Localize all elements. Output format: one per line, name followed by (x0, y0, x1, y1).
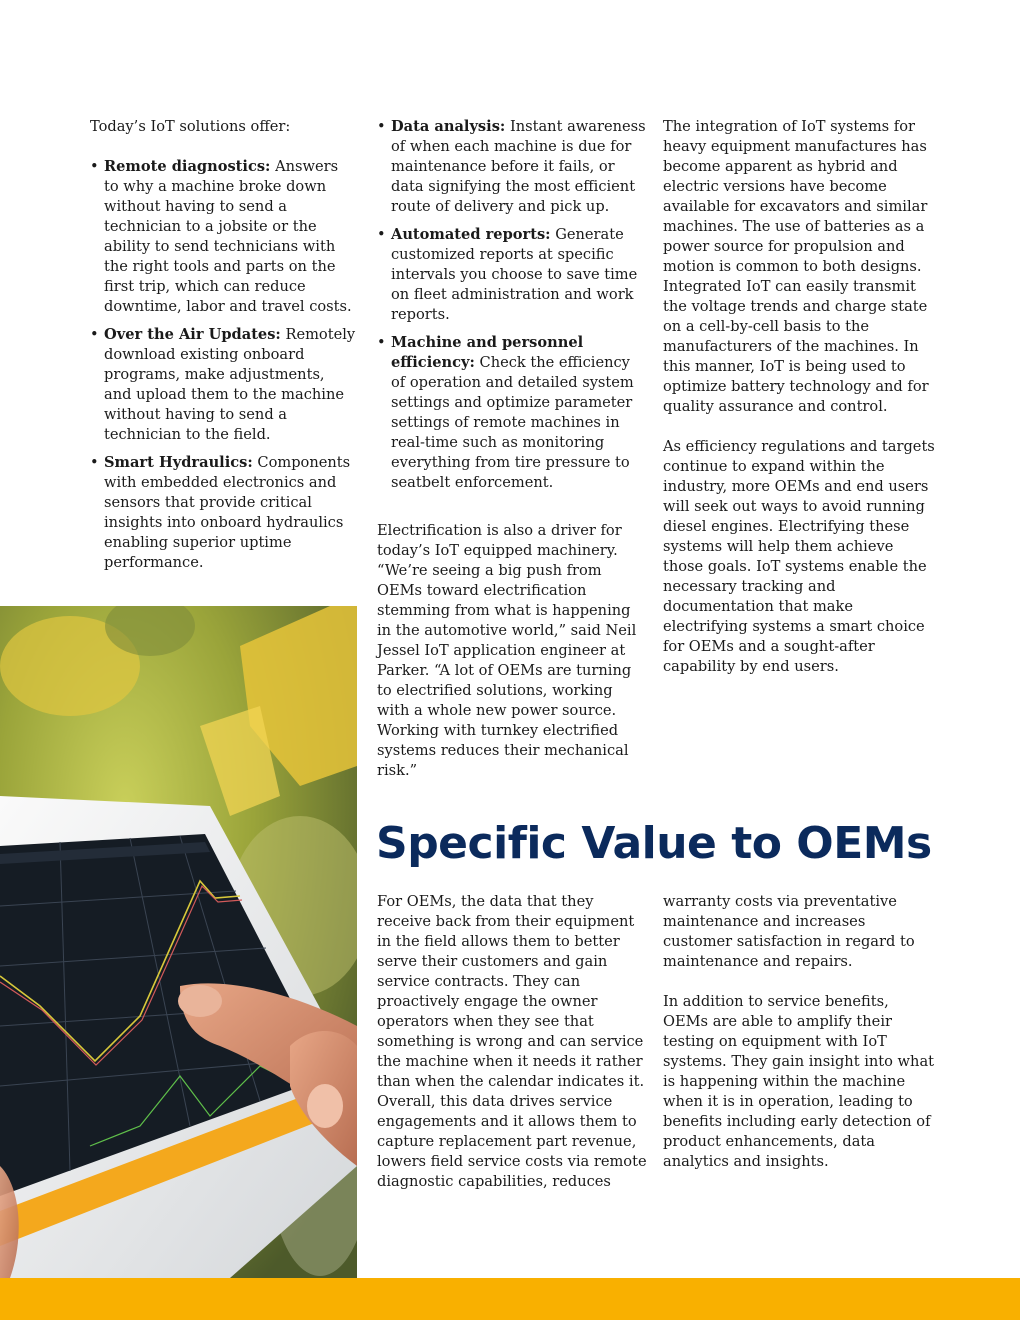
list-item (377, 117, 647, 217)
electrification-paragraph: Electrification is also a driver for today’s IoT equipped machinery. “We’re seeing a big push from OEMs toward electrification stemming from what is happening in the automotive world,” said Neil Jessel IoT application engineer at Parker. “A lot of OEMs are turning to electrified solutions, working with a whole new power source. Working with turnkey electrified systems reduces their mechanical risk.” (377, 522, 637, 779)
bullet-term: Data analysis: (391, 118, 506, 135)
column-3 (663, 117, 935, 677)
bullet-text: Remotely download existing onboard programs, make adjustments, and upload them to the machine without having to send a technician to the field. (104, 326, 356, 443)
list-item (90, 453, 356, 573)
iot-solutions-list-continued (377, 117, 647, 493)
list-item (377, 225, 647, 325)
column-1 (90, 117, 356, 581)
column-4 (377, 892, 649, 1192)
bullet-term: Smart Hydraulics: (104, 454, 253, 471)
bullet-text: Components with embedded electronics and sensors that provide critical insights into onboard hydraulics enabling superior uptime performance. (104, 454, 351, 571)
list-item (90, 157, 356, 317)
section-heading: Specific Value to OEMs (376, 818, 932, 869)
efficiency-paragraph: As efficiency regulations and targets continue to expand within the industry, more OEMs and end users will seek out ways to avoid running diesel engines. Electrifying these systems will help them achieve those goals. IoT systems enable the necessary tracking and documentation that make electrifying systems a smart choice for OEMs and a sought-after capability by end users. (663, 438, 935, 675)
bullet-text: Instant awareness of when each machine is due for maintenance before it fails, or data signifying the most efficient route of delivery and pick up. (391, 118, 646, 215)
tablet-photo (0, 606, 357, 1278)
intro-text: Today’s IoT solutions offer: (90, 118, 291, 135)
column-2 (377, 117, 647, 781)
bullet-term: Remote diagnostics: (104, 158, 271, 175)
warranty-paragraph: warranty costs via preventative maintenance and increases customer satisfaction in regard to maintenance and repairs. (663, 893, 915, 970)
bullet-term: Machine and personnel efficiency: (391, 334, 584, 371)
oem-data-paragraph: For OEMs, the data that they receive back from their equipment in the field allows them to better serve their customers and gain service contracts. They can proactively engage the owner operators when they see that something is wrong and can service the machine when it needs it rather than when the calendar indicates it. Overall, this data drives service engagements and it allows them to capture replacement part revenue, lowers field service costs via remote diagnostic capabilities, reduces (377, 893, 647, 1190)
list-item (377, 333, 647, 493)
bullet-term: Over the Air Updates: (104, 326, 281, 343)
bullet-text: Check the efficiency of operation and detailed system settings and optimize parameter settings of remote machines in real-time such as monitoring everything from tire pressure to seatbelt enforcement. (391, 354, 634, 491)
bullet-text: Generate customized reports at specific intervals you choose to save time on fleet administration and work reports. (391, 226, 638, 323)
iot-solutions-list (90, 157, 356, 573)
bullet-text: Answers to why a machine broke down without having to send a technician to a jobsite or the ability to send technicians with the right tools and parts on the first trip, which can reduce downtime, labor and travel costs. (104, 158, 352, 315)
bullet-term: Automated reports: (391, 226, 551, 243)
service-benefits-paragraph: In addition to service benefits, OEMs are able to amplify their testing on equipment with IoT systems. They gain insight into what is happening within the machine when it is in operation, leading to benefits including early detection of product enhancements, data analytics and insights. (663, 993, 935, 1170)
column-5 (663, 892, 935, 1172)
footer-accent-bar (0, 1278, 1020, 1320)
list-item (90, 325, 356, 445)
integration-paragraph: The integration of IoT systems for heavy equipment manufactures has become apparent as hybrid and electric versions have become available for excavators and similar machines. The use of batteries as a power source for propulsion and motion is common to both designs. Integrated IoT can easily transmit the voltage trends and charge state on a cell-by-cell basis to the manufacturers of the machines. In this manner, IoT is being used to optimize battery technology and for quality assurance and control. (663, 118, 929, 415)
